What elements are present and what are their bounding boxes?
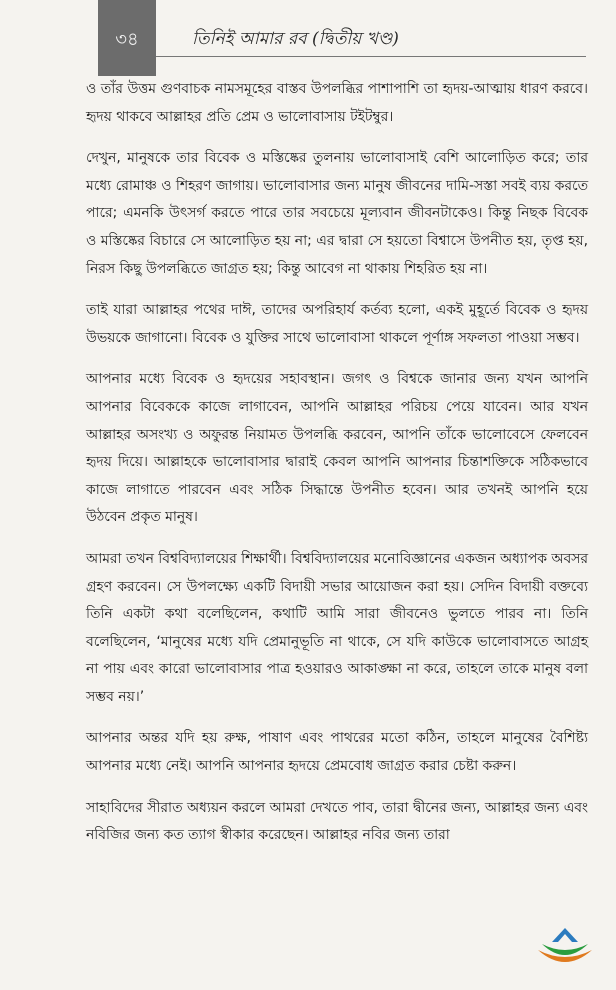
- paragraph: সাহাবিদের সীরাত অধ্যয়ন করলে আমরা দেখতে পাব, তারা দ্বীনের জন্য, আল্লাহর জন্য এবং নবিজির জন্য কত ত্যাগ স্বীকার করেছেন। আল্লাহর নবির জন্য তারা: [86, 799, 588, 844]
- page-number: ৩৪: [115, 28, 139, 50]
- paragraph: আমরা তখন বিশ্ববিদ্যালয়ের শিক্ষার্থী। বিশ্ববিদ্যালয়ের মনোবিজ্ঞানের একজন অধ্যাপক অবসর গ্রহণ করবেন। সে উপলক্ষ্যে একটি বিদায়ী সভার আয়োজন করা হয়। সেদিন বিদায়ী বক্তব্যে তিনি একটা কথা বলেছিলেন, কথাটি আমি সারা জীবনেও ভুলতে পারব না। তিনি বলেছিলেন, ‘মানুষের মধ্যে যদি প্রেমানুভূতি না থাকে, সে যদি কাউকে ভালোবাসতে আগ্রহ না পায় এবং কারো ভালোবাসার পাত্র হওয়ারও আকাঙ্ক্ষা না করে, তাহলে তাকে মানুষ বলা সম্ভব নয়।’: [86, 550, 588, 705]
- header-rule: [156, 56, 586, 57]
- paragraph: আপনার অন্তর যদি হয় রুক্ষ, পাষাণ এবং পাথরের মতো কঠিন, তাহলে মানুষের বৈশিষ্ট্য আপনার মধ্যে নেই। আপনি আপনার হৃদয়ে প্রেমবোধ জাগ্রত করার চেষ্টা করুন।: [86, 730, 588, 775]
- paragraph: তাই যারা আল্লাহর পথের দাঈ, তাদের অপরিহার্য কর্তব্য হলো, একই মুহূর্তে বিবেক ও হৃদয় উভয়কে জাগানো। বিবেক ও যুক্তির সাথে ভালোবাসা থাকলে পূর্ণাঙ্গ সফলতা পাওয়া সম্ভব।: [86, 302, 588, 346]
- paragraph: ও তাঁর উত্তম গুণবাচক নামসমূহের বাস্তব উপলব্ধির পাশাপাশি তা হৃদয়-আত্মায় ধারণ করবে। হৃদয় থাকবে আল্লাহর প্রতি প্রেম ও ভালোবাসায় টইটম্বুর।: [86, 81, 588, 125]
- paragraph: আপনার মধ্যে বিবেক ও হৃদয়ের সহাবস্থান। জগৎ ও বিশ্বকে জানার জন্য যখন আপনি আপনার বিবেককে কাজে লাগাবেন, আপনি আল্লাহর পরিচয় পেয়ে যাবেন। আর যখন আল্লাহর অসংখ্য ও অফুরন্ত নিয়ামত উপলব্ধি করবেন, আপনি তাঁকে ভালোবেসে ফেলবেন হৃদয় দিয়ে। আল্লাহকে ভালোবাসার দ্বারাই কেবল আপনি আপনার চিন্তাশক্তিকে সঠিকভাবে কাজে লাগাতে পারবেন এবং সঠিক সিদ্ধান্তে উপনীত হবেন। আর তখনই আপনি হয়ে উঠবেন প্রকৃত মানুষ।: [86, 371, 588, 526]
- page-body: [86, 76, 588, 864]
- publisher-logo-icon: [534, 926, 596, 970]
- paragraph: দেখুন, মানুষকে তার বিবেক ও মস্তিষ্কের তুলনায় ভালোবাসাই বেশি আলোড়িত করে; তার মধ্যে রোমাঞ্চ ও শিহরণ জাগায়। ভালোবাসার জন্য মানুষ জীবনের দামি-সস্তা সবই ব্যয় করতে পারে; এমনকি উৎসর্গ করতে পারে তার সবচেয়ে মূল্যবান জীবনটাকেও। কিন্তু নিছক বিবেক ও মস্তিষ্কের বিচারে সে আলোড়িত হয় না; এর দ্বারা সে হয়তো বিশ্বাসে উপনীত হয়, তৃপ্ত হয়, নিরস কিছু উপলব্ধিতে জাগ্রত হয়; কিন্তু আবেগ না থাকায় শিহরিত হয় না।: [86, 150, 588, 277]
- running-title: তিনিই আমার রব (দ্বিতীয় খণ্ড): [192, 29, 399, 49]
- page-number-box: [98, 0, 156, 76]
